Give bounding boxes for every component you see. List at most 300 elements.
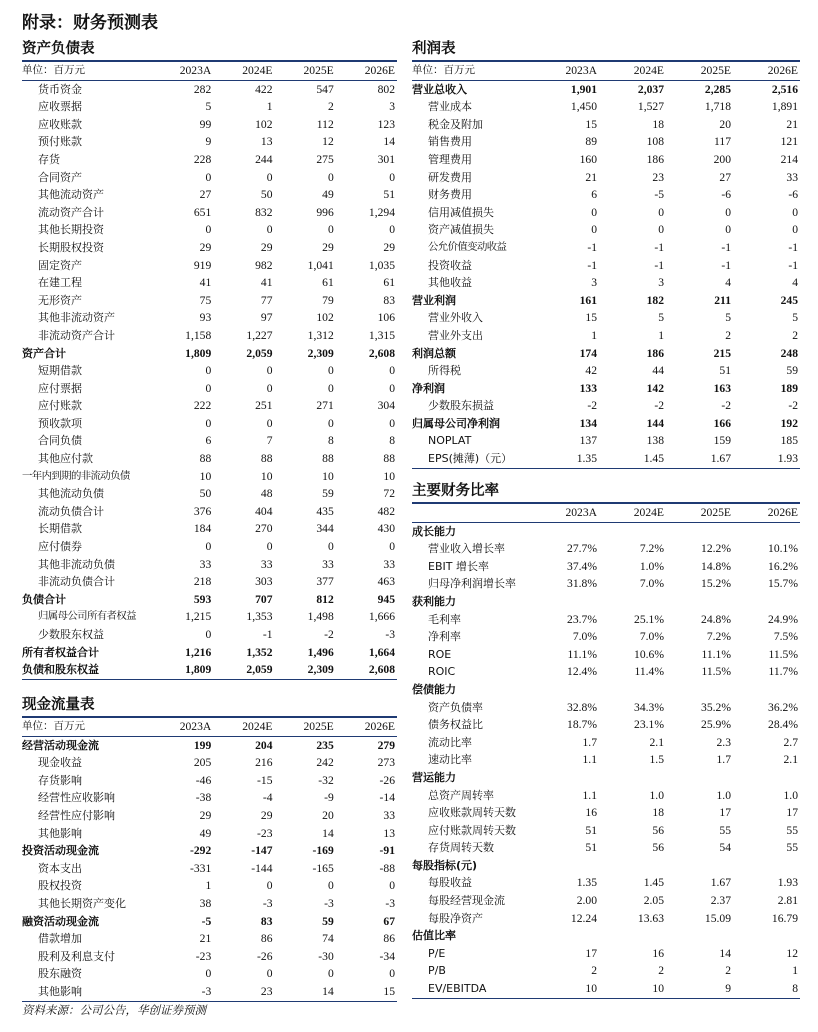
row-value: -3 [324,896,334,910]
row-value: 161 [579,293,597,307]
row-value: 108 [646,135,664,149]
row-value: -15 [257,773,273,787]
row-value: -2 [654,399,664,413]
row-label: 存货影响 [38,773,82,787]
row-value: 11.1% [567,647,597,661]
row-value: 13.63 [637,911,664,925]
row-label: 经营性应付影响 [38,808,115,822]
row-value: 17 [719,806,731,820]
row-value: 6 [205,434,212,448]
table-row [22,965,397,983]
unit-label: 单位：百万元 [22,62,152,80]
row-value: 133 [579,381,597,395]
income-statement-title: 利润表 [412,38,800,62]
table-row [412,221,800,239]
row-value: 376 [193,504,212,518]
row-value: 1.0% [639,559,664,573]
row-label: P/B [428,964,446,978]
row-value: 55 [719,823,731,837]
row-value: 1 [266,100,273,114]
row-value: 0 [389,416,395,430]
row-value: 216 [255,756,273,770]
row-label: 股东融资 [38,967,82,981]
row-value: 83 [383,293,395,307]
row-value: 1,227 [246,328,273,342]
row-label: 流动资产合计 [38,205,104,219]
row-value: 5 [792,311,798,325]
table-row [412,169,800,187]
table-row [22,221,397,239]
row-value: -3 [385,628,395,641]
row-value: 25.1% [634,612,664,626]
row-value: 1.45 [643,876,664,890]
table-row [412,432,800,450]
row-value: -2 [587,399,597,413]
row-value: 0 [205,223,212,237]
row-value: -1 [587,240,597,254]
row-label: 其他长期资产变化 [38,896,126,910]
row-label: 所有者权益合计 [22,645,99,659]
row-value: 3 [658,276,664,290]
row-value: 10.1% [768,542,798,556]
row-value: 12.24 [570,911,597,925]
row-label: 总资产周转率 [428,788,494,802]
row-value [532,522,599,540]
table-row [22,754,397,772]
row-label: 财务费用 [428,188,472,202]
row-label: 短期借款 [38,364,82,378]
row-value: 44 [652,364,664,378]
row-value: 0 [205,364,212,378]
row-value: 2,516 [771,82,798,96]
row-value: 4 [725,276,731,290]
row-value: 41 [260,276,273,290]
row-value: 83 [260,914,273,928]
row-label: 其他影响 [22,983,152,1001]
row-label: 其他影响 [38,826,82,840]
table-row [22,468,397,486]
row-value: 7.0% [572,630,597,644]
row-value: 1.35 [576,876,597,890]
row-label: 研发费用 [428,170,472,184]
table-row [22,913,397,931]
year-header: 2025E [275,718,336,736]
row-value: -26 [379,773,395,787]
row-value: 271 [316,399,334,413]
row-value: 0 [266,540,273,554]
row-value [532,681,599,699]
row-value: 29 [383,240,395,254]
row-value: 0 [389,364,395,378]
row-value: 16 [652,946,664,960]
row-value: 15 [585,117,597,131]
year-header: 2024E [213,62,274,80]
row-label: 所得税 [428,364,461,378]
row-label: 其他非流动负债 [38,557,115,571]
row-value: 218 [193,575,212,589]
table-row [412,804,800,822]
row-value [733,522,800,540]
row-label: ROE [428,647,452,661]
row-value: 61 [383,276,395,290]
row-value: -2 [324,628,334,641]
table-row [22,274,397,292]
table-row [412,345,800,363]
table-row [412,892,800,910]
row-value: 547 [316,82,334,96]
table-row [22,736,397,754]
row-value: 38 [199,896,212,910]
row-value: 88 [322,452,334,466]
table-row [22,169,397,187]
row-label: 非流动资产合计 [38,328,115,342]
row-label: 预付账款 [38,135,82,149]
row-value: 51 [585,841,597,855]
row-value: 996 [316,205,334,219]
row-value [532,593,599,611]
row-label: 净利润 [412,381,445,395]
row-value: 17 [786,806,798,820]
table-row [22,133,397,151]
row-value: 54 [719,841,731,855]
row-value: 0 [327,223,334,237]
row-value: 86 [260,932,273,946]
row-value: 707 [255,592,273,606]
row-value: 304 [377,399,395,413]
row-value: 430 [377,522,395,536]
row-value: 1,450 [570,100,597,114]
row-value: -3 [262,896,273,910]
table-header-row [412,504,800,522]
row-value: -1 [587,258,597,272]
row-label: 估值比率 [412,929,456,943]
row-value: 55 [786,841,798,855]
row-value [532,769,599,787]
table-row [22,503,397,521]
row-value: -3 [385,896,395,910]
row-value: 1.0 [716,788,731,802]
row-value: 2 [792,328,798,342]
table-row [412,380,800,398]
row-value: 1,498 [307,610,334,624]
row-value: 59 [322,914,334,928]
row-value: 404 [255,504,273,518]
row-value: 10 [383,469,395,483]
row-label: 其他应付款 [38,452,93,466]
row-label: 营业成本 [428,100,472,114]
table-row [412,874,800,892]
row-value: 2 [725,964,731,978]
row-value: 945 [377,592,395,606]
table-row [412,116,800,134]
row-value: 275 [316,152,334,166]
row-label: EPS(摊薄)（元） [412,450,532,468]
row-value: 14.8% [701,559,731,573]
row-value: 0 [658,205,664,219]
row-value: 273 [377,756,395,770]
table-row [412,646,800,664]
row-value: 2,285 [704,82,731,96]
table-row [22,860,397,878]
row-label: 少数股东权益 [38,628,104,641]
table-row [22,789,397,807]
row-value: 24.9% [768,612,798,626]
row-label: 每股经营现金流 [428,894,505,908]
row-value: 1.93 [733,450,800,468]
row-value: 1.67 [710,876,731,890]
row-value: 88 [383,452,395,466]
row-value: 1,666 [368,610,395,624]
table-row [22,661,397,679]
table-row [22,327,397,345]
table-row [22,380,397,398]
row-label: 资产合计 [22,346,66,360]
row-value: 184 [193,522,212,536]
table-row [22,432,397,450]
row-value: 1,901 [570,82,597,96]
row-value: 1,527 [637,100,664,114]
row-label: 无形资产 [38,293,82,307]
row-value: -2 [721,399,731,413]
table-row [22,772,397,790]
row-label: 营业总收入 [412,82,467,96]
row-value: 0 [591,223,597,237]
row-value: 282 [193,82,212,96]
row-value: 15.7% [768,577,798,591]
row-value: 106 [377,311,395,325]
row-value: 245 [780,293,798,307]
income-statement-panel [412,38,800,469]
row-value: 200 [713,152,731,166]
row-value: 7.0% [639,577,664,591]
table-row [412,80,800,98]
table-row [22,239,397,257]
row-value: 1,809 [152,661,213,679]
table-row [22,644,397,662]
row-value: 0 [792,223,798,237]
table-row [22,842,397,860]
row-value: 802 [377,82,395,96]
row-value: 211 [714,293,731,307]
row-value: 18 [652,117,664,131]
table-row [412,540,800,558]
row-label: 应付账款周转天数 [428,823,516,837]
row-value [733,927,800,945]
row-value: 0 [266,879,273,893]
row-value: 812 [316,592,334,606]
year-header: 2023A [152,62,213,80]
row-value [733,769,800,787]
row-value: 182 [646,293,664,307]
table-row [412,362,800,380]
table-row [412,309,800,327]
row-value: 0 [205,416,212,430]
ratios-table [412,504,800,999]
table-row [412,962,800,980]
row-value: 42 [585,364,597,378]
row-value: 23 [213,983,274,1001]
row-value: 7.2% [639,542,664,556]
row-label: 信用减值损失 [428,205,494,219]
row-value: 0 [389,540,395,554]
row-value: 59 [322,487,334,501]
row-value [666,522,733,540]
table-row [412,769,800,787]
row-value: 21 [199,932,212,946]
table-header-row [22,718,397,736]
row-label: 每股指标(元) [412,858,478,872]
row-value: 2,608 [336,661,397,679]
row-value: 16.79 [771,911,798,925]
row-value: 377 [316,575,334,589]
row-value: 0 [389,170,395,184]
row-value: -4 [262,791,273,805]
row-value: 31.8% [567,577,597,591]
page-title: 附录：财务预测表 [22,13,158,33]
row-label: 存货 [38,152,60,166]
year-header: 2025E [275,62,336,80]
row-value: 117 [714,135,731,149]
row-value: 0 [266,223,273,237]
row-label: 其他流动资产 [38,188,104,202]
row-value: 12 [786,946,798,960]
row-value: -1 [721,240,731,254]
table-row [412,292,800,310]
table-row [22,877,397,895]
row-value: 0 [266,416,273,430]
row-value: 2,059 [246,346,273,360]
row-value: 1,891 [771,100,798,114]
row-value: 33 [199,557,212,571]
row-value: 15.2% [701,577,731,591]
table-row [22,450,397,468]
table-row [22,116,397,134]
row-value [666,593,733,611]
unit-label: 单位：百万元 [22,718,152,736]
table-row [412,327,800,345]
row-value: 10 [599,980,666,998]
row-value: 27 [199,188,212,202]
row-label: 投资活动现金流 [22,844,99,858]
row-value: 112 [316,117,334,131]
table-row [22,895,397,913]
year-header: 2026E [336,62,397,80]
row-value: 1,809 [185,346,212,360]
row-value: 20 [322,808,334,822]
row-value: 138 [646,434,664,448]
table-row [22,591,397,609]
row-value: 102 [255,117,273,131]
row-value: -331 [189,861,212,875]
row-value: 11.1% [701,647,731,661]
year-header: 2026E [733,62,800,80]
cash-flow-title: 现金流量表 [22,694,397,718]
row-value [599,857,666,875]
table-row [412,186,800,204]
table-header-row [412,62,800,80]
row-value: -6 [721,188,731,202]
row-value: 25.9% [701,718,731,732]
row-label: 成长能力 [412,524,456,538]
row-value: 1 [658,328,664,342]
row-value: 32.8% [567,700,597,714]
ratios-panel [412,480,800,999]
row-value: 0 [205,540,212,554]
row-value: 23.1% [634,718,664,732]
row-value: 50 [199,487,212,501]
table-row [412,681,800,699]
row-value: 1,315 [368,328,395,342]
year-header: 2025E [666,62,733,80]
row-value: 251 [255,399,273,413]
row-value: 36.2% [768,700,798,714]
row-value: 1,041 [307,258,334,272]
row-value: -1 [721,258,731,272]
row-value [666,927,733,945]
row-value: 0 [725,223,731,237]
row-label: 净利率 [428,630,461,644]
row-value: -5 [654,188,664,202]
row-label: 合同资产 [38,170,82,184]
row-label: 管理费用 [428,152,472,166]
row-value: -1 [788,240,798,254]
row-label: 营业外支出 [428,328,483,342]
row-value: 61 [322,276,334,290]
income-statement-table [412,62,800,469]
table-row [412,716,800,734]
row-value: 1,352 [246,645,273,659]
row-value: 919 [193,258,212,272]
row-label: 应收账款 [38,117,82,131]
row-label: 资产负债率 [428,700,483,714]
row-value: 41 [199,276,212,290]
row-value: 651 [193,205,212,219]
row-value: 123 [377,117,395,131]
row-value: 59 [786,364,798,378]
row-value: 9 [666,980,733,998]
row-value: 2 [725,328,731,342]
row-value: 37.4% [567,559,597,573]
row-label: 借款增加 [38,932,82,946]
row-value: -1 [654,258,664,272]
row-label: 非流动负债合计 [38,575,115,589]
year-header: 2023A [532,62,599,80]
balance-sheet-table [22,62,397,680]
row-value: -5 [201,914,212,928]
row-value [733,593,800,611]
row-value: -2 [788,399,798,413]
row-value: 1,312 [307,328,334,342]
row-value: 29 [199,240,212,254]
row-value: 5 [205,100,212,114]
row-value: 8 [327,434,334,448]
row-value: -14 [379,791,395,805]
row-value: 10 [532,980,599,998]
row-label: P/E [428,946,446,960]
row-value: 11.7% [768,665,798,679]
table-row [22,362,397,380]
row-label: 毛利率 [428,612,461,626]
row-value: 16 [585,806,597,820]
row-value: 11.5% [768,647,798,661]
row-value: 7.0% [639,630,664,644]
row-value: 1.5 [649,753,664,767]
table-row [22,948,397,966]
row-label: 归母净利润增长率 [428,577,516,591]
table-row [412,239,800,257]
row-value: 35.2% [701,700,731,714]
row-value: 6 [591,188,597,202]
